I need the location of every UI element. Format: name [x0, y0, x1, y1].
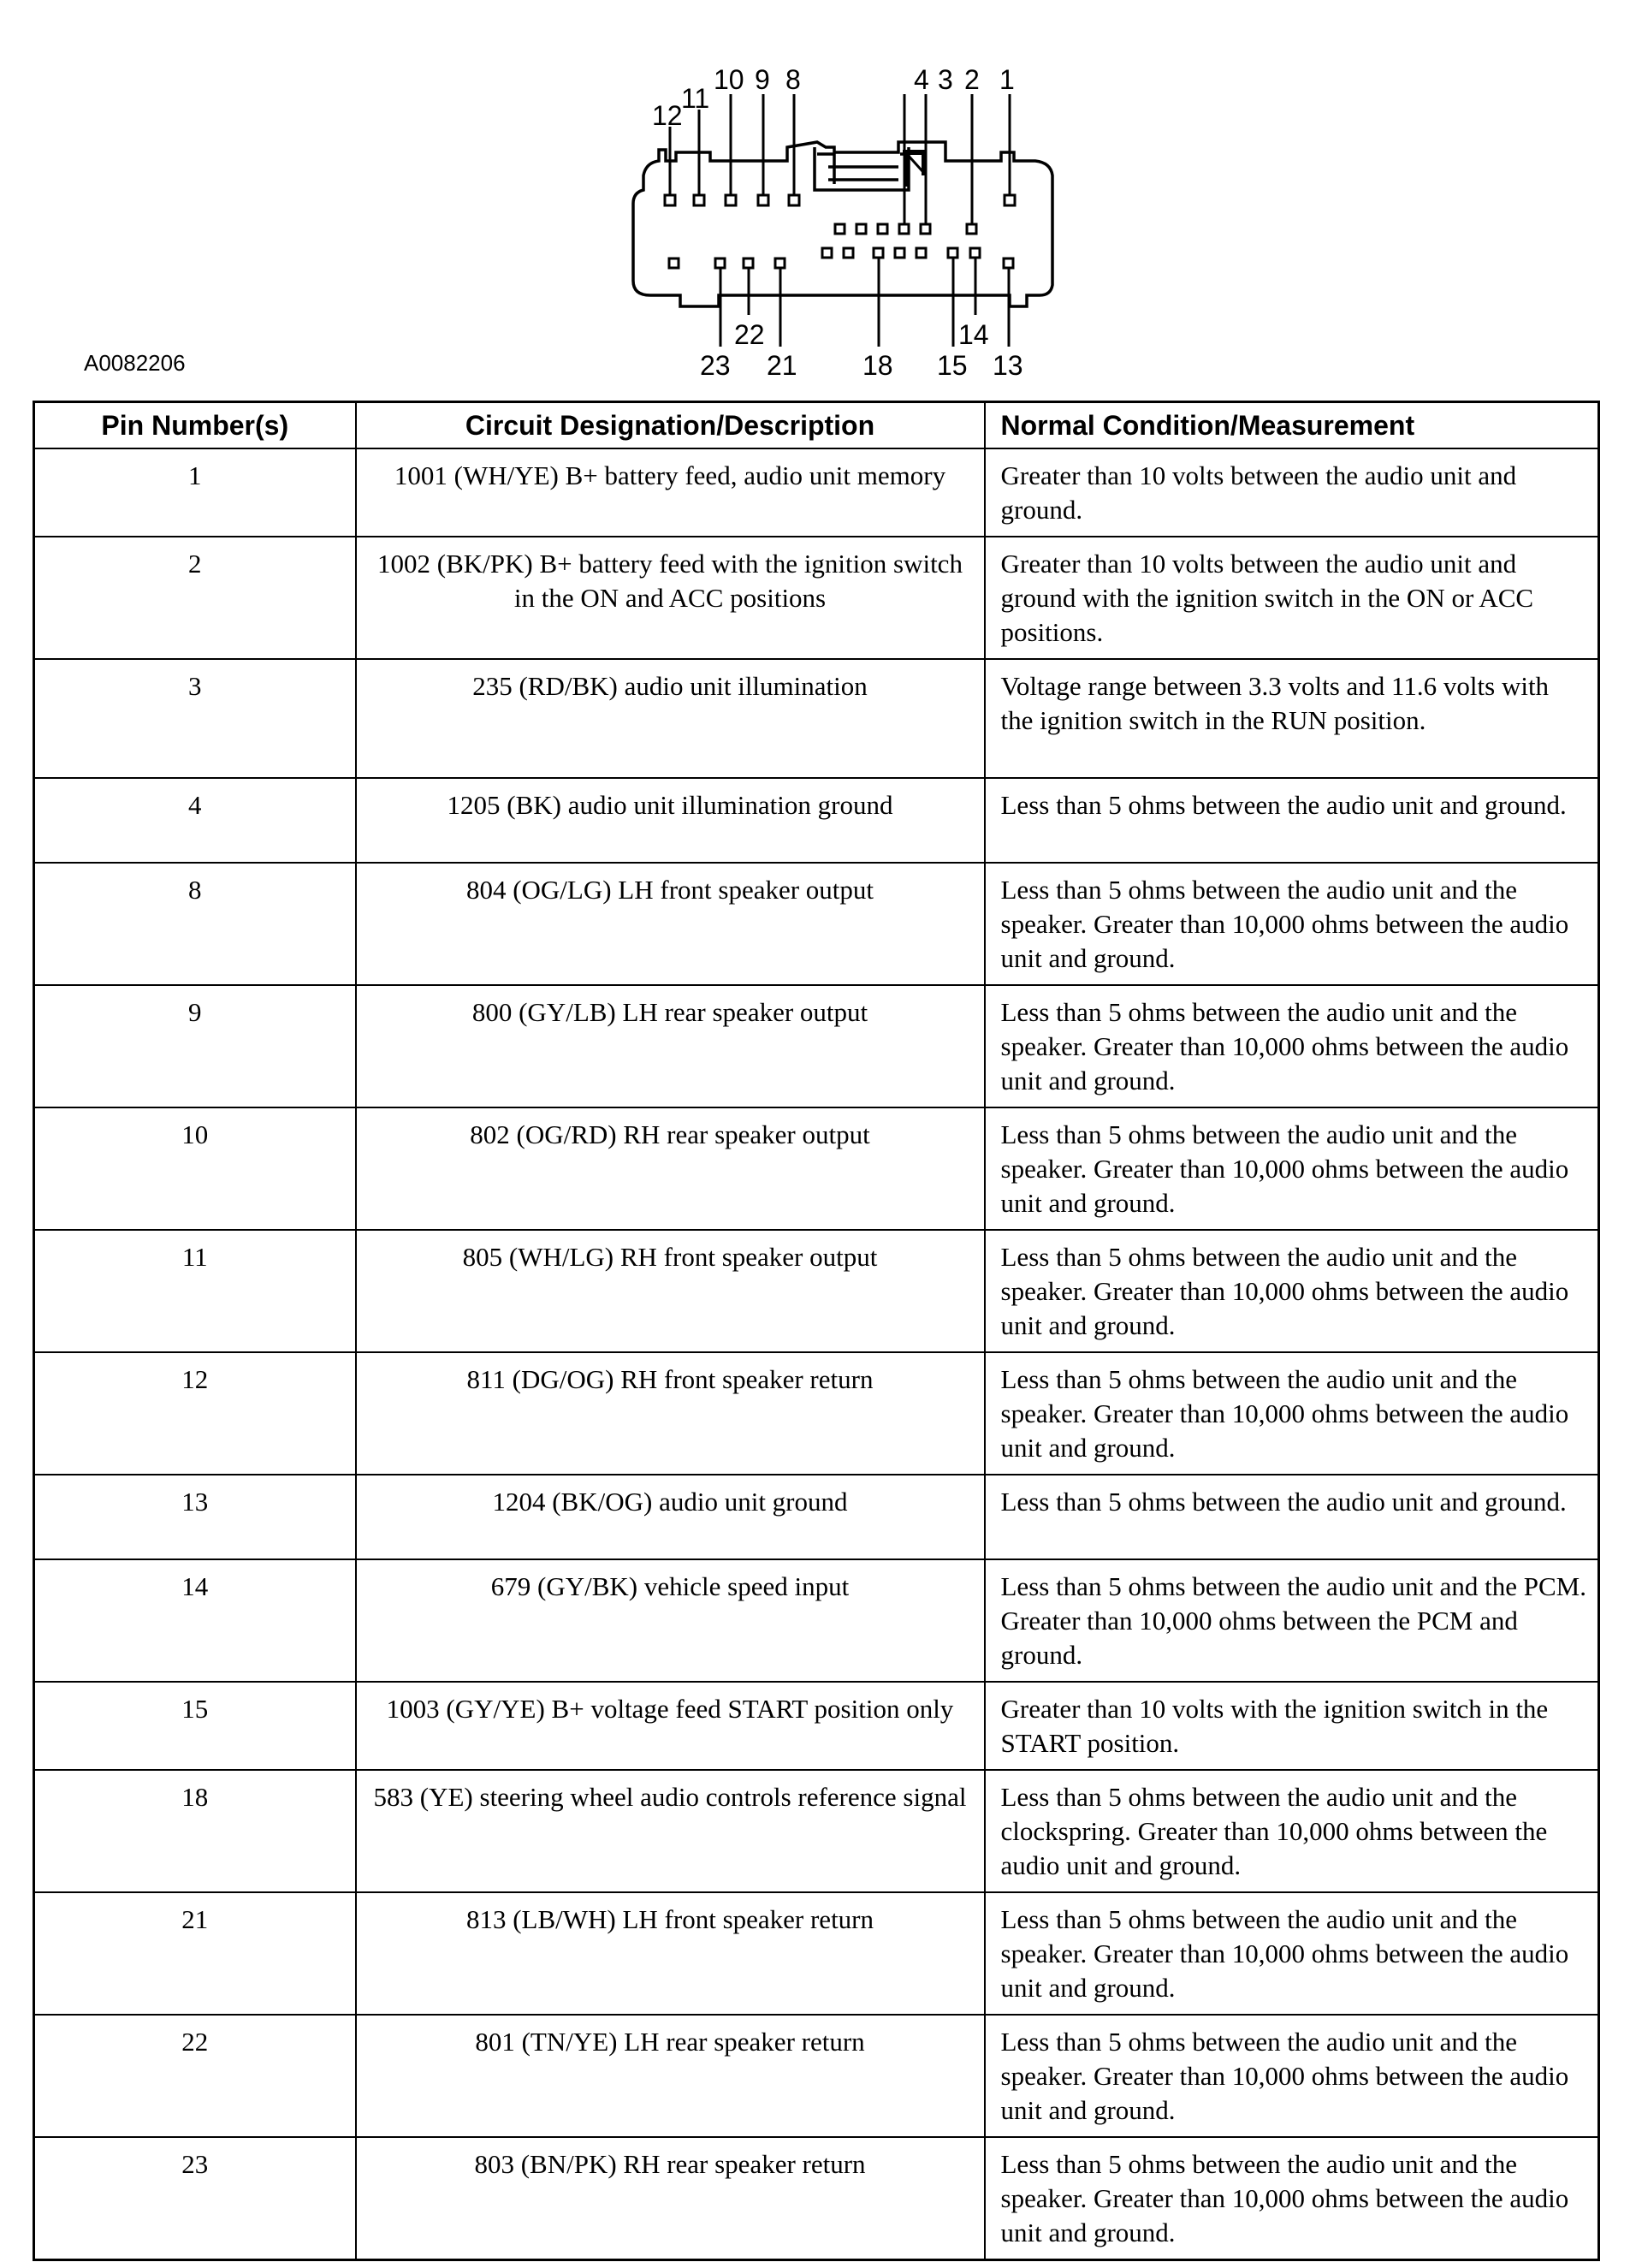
header-pin-number: Pin Number(s): [34, 402, 356, 449]
pin-23-cavity: [715, 258, 725, 268]
circuit-cell: 805 (WH/LG) RH front speaker output: [356, 1230, 985, 1352]
cavity: [856, 224, 866, 234]
measurement-cell: Less than 5 ohms between the audio unit and the clockspring. Greater than 10,000 ohms between the audio unit and ground.: [985, 1770, 1599, 1892]
circuit-cell: 679 (GY/BK) vehicle speed input: [356, 1559, 985, 1682]
pin-table: [33, 401, 1600, 2261]
table-row: [34, 863, 1599, 985]
pin-cell: 23: [34, 2137, 356, 2260]
pin-label-2: 2: [964, 64, 980, 95]
table-row: [34, 1107, 1599, 1230]
table-row: [34, 1770, 1599, 1892]
pin-cell: 2: [34, 537, 356, 659]
pin-label-13: 13: [993, 350, 1023, 381]
pin-cell: 15: [34, 1682, 356, 1770]
table-row: [34, 537, 1599, 659]
pin-21-cavity: [775, 258, 785, 268]
cavity: [669, 258, 679, 268]
cavity: [835, 224, 845, 234]
cavity: [916, 248, 926, 258]
pin-label-21: 21: [767, 350, 797, 381]
circuit-cell: 1003 (GY/YE) B+ voltage feed START position only: [356, 1682, 985, 1770]
pin-label-15: 15: [937, 350, 968, 381]
pin-label-4: 4: [914, 64, 929, 95]
measurement-cell: Less than 5 ohms between the audio unit and the speaker. Greater than 10,000 ohms between the audio unit and ground.: [985, 2015, 1599, 2137]
table-row: [34, 1475, 1599, 1559]
pin-label-9: 9: [755, 64, 770, 95]
measurement-cell: Less than 5 ohms between the audio unit and the speaker. Greater than 10,000 ohms between the audio unit and ground.: [985, 1352, 1599, 1475]
circuit-cell: 801 (TN/YE) LH rear speaker return: [356, 2015, 985, 2137]
circuit-cell: 802 (OG/RD) RH rear speaker output: [356, 1107, 985, 1230]
table-row: [34, 985, 1599, 1107]
circuit-cell: 1204 (BK/OG) audio unit ground: [356, 1475, 985, 1559]
measurement-cell: Less than 5 ohms between the audio unit and the speaker. Greater than 10,000 ohms between the audio unit and ground.: [985, 2137, 1599, 2260]
pin-label-23: 23: [700, 350, 731, 381]
measurement-cell: Less than 5 ohms between the audio unit and the PCM. Greater than 10,000 ohms between the PCM and ground.: [985, 1559, 1599, 1682]
measurement-cell: Greater than 10 volts between the audio unit and ground.: [985, 448, 1599, 537]
header-measurement: Normal Condition/Measurement: [985, 402, 1599, 449]
pin-11-cavity: [694, 195, 704, 205]
cavity: [844, 248, 853, 258]
pin-label-10: 10: [714, 64, 744, 95]
measurement-cell: Less than 5 ohms between the audio unit and the speaker. Greater than 10,000 ohms between the audio unit and ground.: [985, 1230, 1599, 1352]
circuit-cell: 1002 (BK/PK) B+ battery feed with the ignition switch in the ON and ACC positions: [356, 537, 985, 659]
circuit-cell: 804 (OG/LG) LH front speaker output: [356, 863, 985, 985]
pin-label-18: 18: [862, 350, 893, 381]
pin-cell: 8: [34, 863, 356, 985]
cavity: [878, 224, 887, 234]
pin-cell: 21: [34, 1892, 356, 2015]
pin-15-cavity: [948, 248, 957, 258]
measurement-cell: Greater than 10 volts with the ignition switch in the START position.: [985, 1682, 1599, 1770]
pin-14-cavity: [970, 248, 980, 258]
circuit-cell: 813 (LB/WH) LH front speaker return: [356, 1892, 985, 2015]
table-row: [34, 2015, 1599, 2137]
table-row: [34, 778, 1599, 863]
pin-cell: 18: [34, 1770, 356, 1892]
table-header-row: [34, 402, 1599, 449]
circuit-cell: 1205 (BK) audio unit illumination ground: [356, 778, 985, 863]
table-row: [34, 1230, 1599, 1352]
pin-18-cavity: [874, 248, 883, 258]
measurement-cell: Less than 5 ohms between the audio unit and the speaker. Greater than 10,000 ohms between the audio unit and ground.: [985, 863, 1599, 985]
table-row: [34, 1352, 1599, 1475]
pin-label-22: 22: [734, 319, 765, 350]
measurement-cell: Less than 5 ohms between the audio unit and ground.: [985, 1475, 1599, 1559]
table-row: [34, 659, 1599, 778]
pin-cell: 9: [34, 985, 356, 1107]
measurement-cell: Less than 5 ohms between the audio unit and the speaker. Greater than 10,000 ohms between the audio unit and ground.: [985, 1107, 1599, 1230]
pin-cell: 10: [34, 1107, 356, 1230]
pin-label-1: 1: [999, 64, 1015, 95]
figure-id: A0082206: [84, 350, 186, 376]
pin-cell: 3: [34, 659, 356, 778]
pin-label-8: 8: [785, 64, 801, 95]
table-row: [34, 2137, 1599, 2260]
pin-label-3: 3: [938, 64, 953, 95]
circuit-cell: 583 (YE) steering wheel audio controls reference signal: [356, 1770, 985, 1892]
circuit-cell: 235 (RD/BK) audio unit illumination: [356, 659, 985, 778]
measurement-cell: Less than 5 ohms between the audio unit and the speaker. Greater than 10,000 ohms between the audio unit and ground.: [985, 985, 1599, 1107]
table-row: [34, 1559, 1599, 1682]
circuit-cell: 800 (GY/LB) LH rear speaker output: [356, 985, 985, 1107]
connector-diagram: [0, 0, 1630, 394]
pin-4-cavity: [899, 224, 909, 234]
measurement-cell: Less than 5 ohms between the audio unit and the speaker. Greater than 10,000 ohms between the audio unit and ground.: [985, 1892, 1599, 2015]
pin-cell: 12: [34, 1352, 356, 1475]
circuit-cell: 1001 (WH/YE) B+ battery feed, audio unit memory: [356, 448, 985, 537]
pin-9-cavity: [758, 195, 768, 205]
pin-cell: 13: [34, 1475, 356, 1559]
pin-label-14: 14: [958, 319, 989, 350]
pin-1-cavity: [1005, 195, 1015, 205]
pin-22-cavity: [744, 258, 753, 268]
pin-cell: 11: [34, 1230, 356, 1352]
pin-cell: 1: [34, 448, 356, 537]
circuit-cell: 811 (DG/OG) RH front speaker return: [356, 1352, 985, 1475]
pin-3-cavity: [921, 224, 930, 234]
pin-8-cavity: [789, 195, 799, 205]
header-circuit: Circuit Designation/Description: [356, 402, 985, 449]
pin-label-12: 12: [652, 100, 683, 131]
pin-cell: 14: [34, 1559, 356, 1682]
measurement-cell: Greater than 10 volts between the audio unit and ground with the ignition switch in the ON or ACC positions.: [985, 537, 1599, 659]
measurement-cell: Voltage range between 3.3 volts and 11.6 volts with the ignition switch in the RUN position.: [985, 659, 1599, 778]
table-row: [34, 1892, 1599, 2015]
pin-12-cavity: [665, 195, 675, 205]
circuit-cell: 803 (BN/PK) RH rear speaker return: [356, 2137, 985, 2260]
pin-10-cavity: [726, 195, 736, 205]
cavity: [895, 248, 904, 258]
table-row: [34, 448, 1599, 537]
pin-13-cavity: [1004, 258, 1013, 268]
table-row: [34, 1682, 1599, 1770]
pin-label-11: 11: [681, 83, 710, 114]
pin-cell: 4: [34, 778, 356, 863]
pin-2-cavity: [967, 224, 976, 234]
measurement-cell: Less than 5 ohms between the audio unit and ground.: [985, 778, 1599, 863]
pin-cell: 22: [34, 2015, 356, 2137]
cavity: [822, 248, 832, 258]
